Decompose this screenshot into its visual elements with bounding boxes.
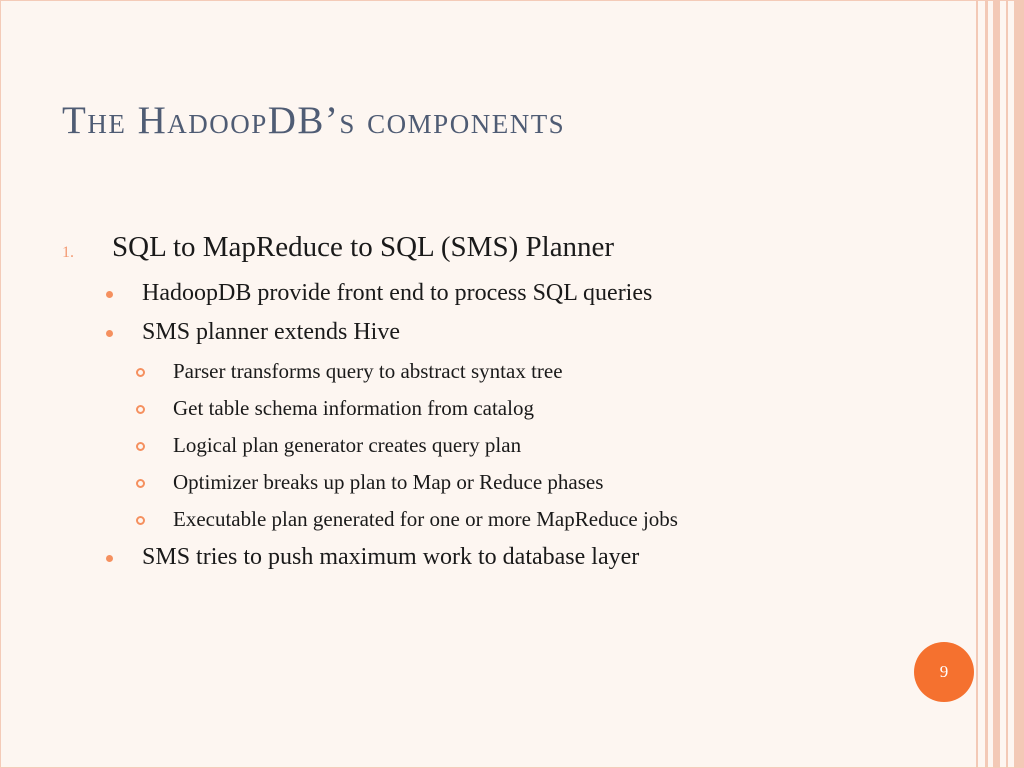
page-number: 9	[939, 662, 949, 681]
edge-stripe	[993, 0, 1000, 768]
outline-item-1	[0, 226, 960, 276]
sub-bullet-text: Executable plan generated for one or more MapReduce jobs	[173, 507, 678, 531]
edge-stripe	[976, 0, 978, 768]
bullet-item	[0, 276, 960, 315]
sub-bullet-item	[0, 502, 960, 539]
sub-bullet-text: Get table schema information from catalog	[173, 396, 534, 420]
bullet-text: HadoopDB provide front end to process SQL queries	[142, 280, 653, 306]
bullet-text: SMS tries to push maximum work to database layer	[142, 544, 640, 570]
sub-bullet-text: Logical plan generator creates query plan	[173, 433, 522, 457]
edge-stripe	[1014, 0, 1024, 768]
filled-bullet-icon	[106, 330, 113, 337]
ring-bullet-icon	[136, 442, 145, 451]
page-number-badge	[914, 642, 974, 702]
list-number: 1.	[62, 244, 74, 261]
ring-bullet-icon	[136, 405, 145, 414]
edge-stripe	[985, 0, 988, 768]
filled-bullet-icon	[106, 291, 113, 298]
bullet-text: SMS planner extends Hive	[142, 319, 400, 345]
slide-content	[0, 226, 960, 579]
slide-title: The HadoopDB’s components	[62, 99, 566, 142]
edge-stripe	[1006, 0, 1008, 768]
sub-bullet-item	[0, 428, 960, 465]
filled-bullet-icon	[106, 555, 113, 562]
bullet-item	[0, 315, 960, 354]
outline-item-text: SQL to MapReduce to SQL (SMS) Planner	[112, 231, 615, 263]
sub-bullet-item	[0, 354, 960, 391]
sub-bullet-text: Parser transforms query to abstract syntax tree	[173, 359, 563, 383]
ring-bullet-icon	[136, 368, 145, 377]
ring-bullet-icon	[136, 516, 145, 525]
sub-bullet-item	[0, 465, 960, 502]
ring-bullet-icon	[136, 479, 145, 488]
sub-bullet-text: Optimizer breaks up plan to Map or Reduce phases	[173, 470, 604, 494]
bullet-item	[0, 540, 960, 579]
sub-bullet-item	[0, 391, 960, 428]
